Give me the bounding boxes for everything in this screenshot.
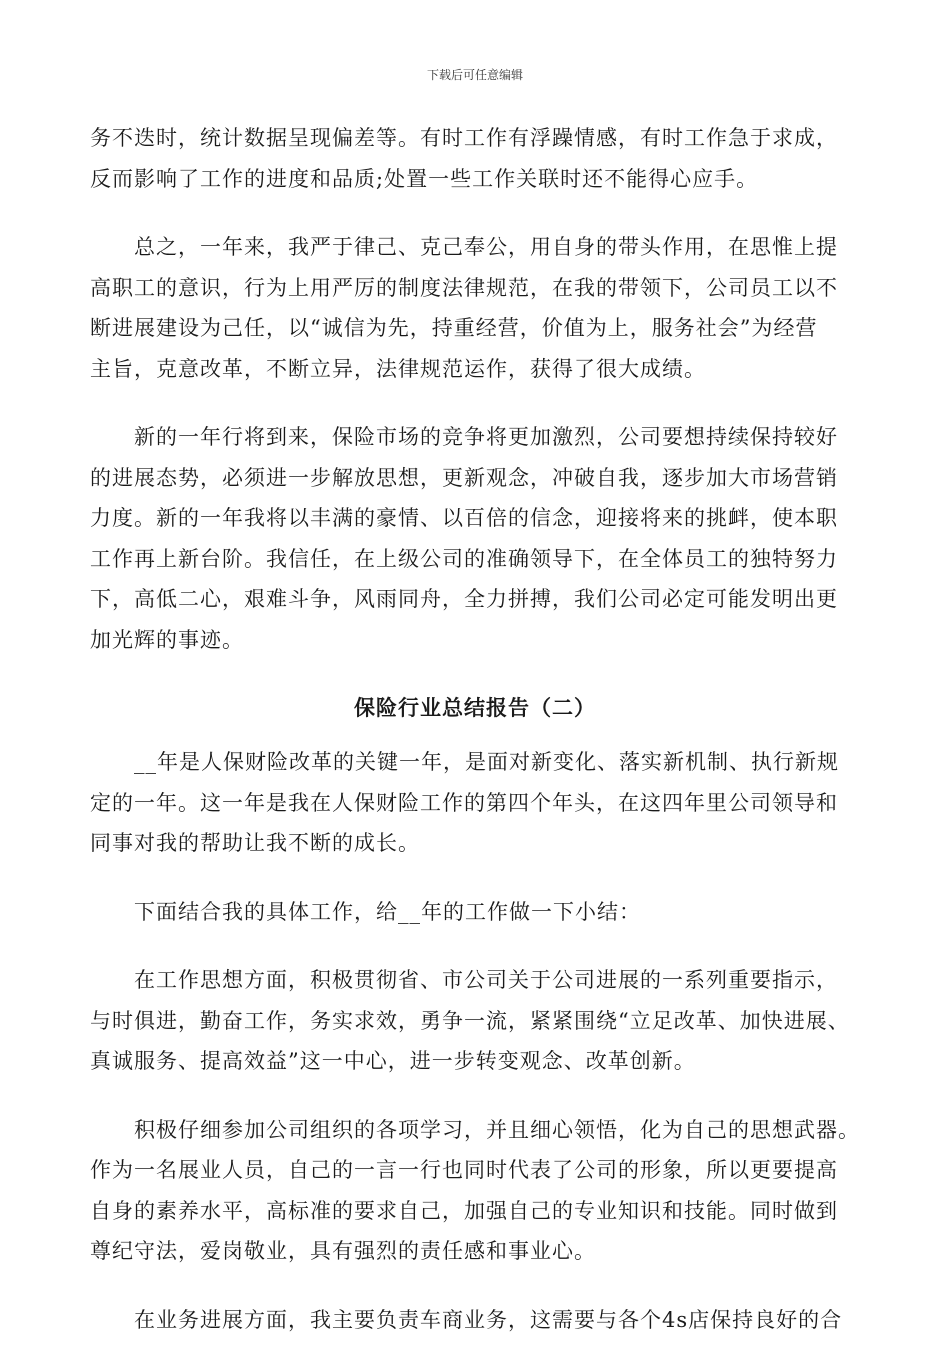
paragraph-line: 作为一名展业人员，自己的一言一行也同时代表了公司的形象，所以更要提高: [90, 1158, 838, 1182]
paragraph-line: 总之，一年来，我严于律己、克己奉公，用自身的带头作用，在思惟上提: [90, 235, 838, 259]
paragraphs-before: [90, 118, 860, 660]
paragraph-line: 反而影响了工作的进度和品质;处置一些工作关联时还不能得心应手。: [90, 166, 759, 191]
paragraph-line: 加光辉的事迹。: [90, 627, 244, 652]
paragraph-line: 在工作思想方面，积极贯彻省、市公司关于公司进展的一系列重要指示，: [90, 968, 838, 992]
paragraph: [90, 1300, 860, 1341]
document-body: [90, 118, 860, 1368]
paragraph: [90, 742, 860, 864]
paragraph-line: 工作再上新台阶。我信任，在上级公司的准确领导下，在全体员工的独特努力: [90, 546, 838, 571]
paragraph-line: 与时俱进，勤奋工作，务实求效，勇争一流，紧紧围绕“立足改革、加快进展、: [90, 1008, 850, 1033]
paragraph-line: 定的一年。这一年是我在人保财险工作的第四个年头，在这四年里公司领导和: [90, 790, 838, 815]
paragraph-line: 在业务进展方面，我主要负责车商业务，这需要与各个4s店保持良好的合: [90, 1307, 843, 1332]
paragraph-line: 真诚服务、提高效益”这一中心，进一步转变观念、改革创新。: [90, 1049, 696, 1073]
paragraph-line: 尊纪守法，爱岗敬业，具有强烈的责任感和事业心。: [90, 1239, 596, 1263]
header-note: 下载后可任意编辑: [426, 68, 523, 82]
paragraphs-after: [90, 742, 860, 1340]
paragraph-line: 务不迭时，统计数据呈现偏差等。有时工作有浮躁情感，有时工作急于求成，: [90, 126, 838, 150]
paragraph-line: 力度。新的一年我将以丰满的豪情、以百倍的信念，迎接将来的挑衅，使本职: [90, 506, 838, 530]
paragraph: [90, 118, 860, 199]
section-title: 保险行业总结报告（二）: [354, 695, 596, 720]
paragraph-line: 下面结合我的具体工作，给__年的工作做一下小结：: [90, 899, 641, 924]
paragraph-line: 下，高低二心，艰难斗争，风雨同舟，全力拼搏，我们公司必定可能发明出更: [90, 587, 838, 611]
paragraph-line: 新的一年行将到来，保险市场的竞争将更加激烈，公司要想持续保持较好: [90, 425, 838, 449]
paragraph-line: 自身的素养水平，高标准的要求自己，加强自己的专业知识和技能。同时做到: [90, 1198, 838, 1223]
paragraph: [90, 227, 860, 389]
paragraph-line: 主旨，克意改革，不断立异，法律规范运作，获得了很大成绩。: [90, 356, 706, 381]
paragraph-line: 断进展建设为己任，以“诚信为先，持重经营，价值为上，服务社会”为经营: [90, 316, 818, 340]
paragraph-line: 高职工的意识，行为上用严厉的制度法律规范，在我的带领下，公司员工以不: [90, 275, 838, 300]
paragraph: [90, 960, 860, 1082]
paragraph: [90, 1110, 860, 1272]
paragraph: [90, 417, 860, 660]
paragraph-line: 积极仔细参加公司组织的各项学习，并且细心领悟，化为自己的思想武器。: [90, 1117, 860, 1142]
paragraph-line: 的进展态势，必须进一步解放思想，更新观念，冲破自我，逐步加大市场营销: [90, 465, 838, 490]
paragraph-line: __年是人保财险改革的关键一年，是面对新变化、落实新机制、执行新规: [90, 750, 839, 774]
paragraph: [90, 892, 860, 933]
paragraph-line: 同事对我的帮助让我不断的成长。: [90, 831, 420, 855]
